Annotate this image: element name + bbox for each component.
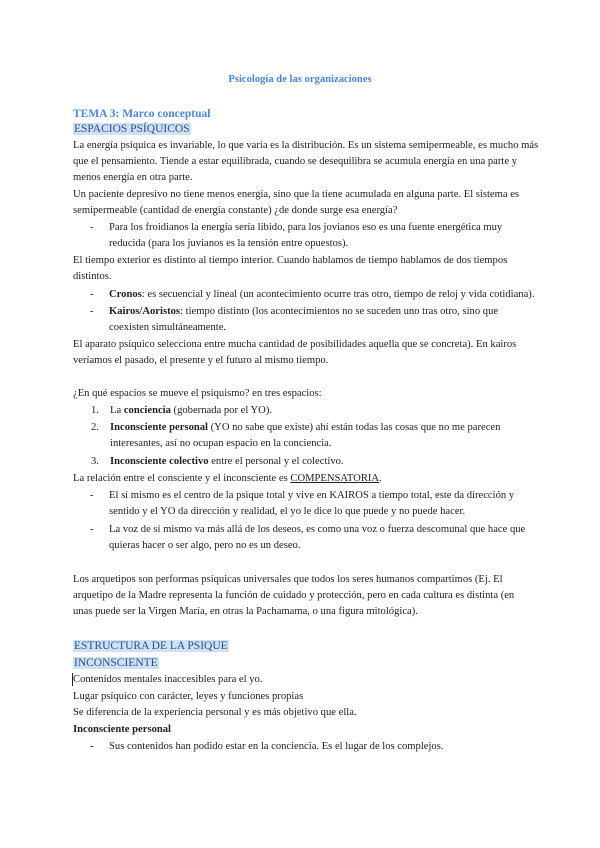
paragraph-line: El aparato psíquico selecciona entre mucha cantidad de posibilidades aquella que se concreta). En kairos xyxy=(73,339,517,350)
conciencia-term: conciencia xyxy=(123,405,171,416)
inconsciente-personal-heading: Inconsciente personal xyxy=(73,724,171,735)
bullet-dash: - xyxy=(90,524,94,535)
bullet-line: Para los froidianos la energía sería libido, para los jovianos eso es una fuente energética muy xyxy=(109,222,503,233)
bullet-dash: - xyxy=(90,306,94,317)
paragraph-line: La energía psíquica es invariable, lo que varía es la distribución. Es un sistema semipermeable, es mucho más xyxy=(73,140,539,151)
bullet-line: reducida (para los juvianos es la tensión entre opuestos). xyxy=(109,238,349,249)
bullet-dash: - xyxy=(90,289,94,300)
kairos-def: : tiempo distinto (los acontecimientos no se suceden uno tras otro, sino que xyxy=(180,306,499,317)
kairos-term: Kairos/Aoristos xyxy=(109,306,181,317)
bullet-dash: - xyxy=(90,490,94,501)
cronos-term: Cronos xyxy=(109,289,142,300)
paragraph-line: arquetipo de la Madre representa la función de cuidado y protección, pero en cada cultura es distinta (en xyxy=(73,590,515,601)
espacios-heading: ESPACIOS PSÍQUICOS xyxy=(74,123,190,135)
bullet-line: El sí mismo es el centro de la psique total y vive en KAIROS a tiempo total, este da dirección y xyxy=(109,490,515,501)
list-item xyxy=(110,404,272,418)
paragraph-line: veríamos el pasado, el presente y el futuro al mismo tiempo. xyxy=(73,355,329,366)
paragraph-line: Lugar psíquico con carácter, leyes y funciones propias xyxy=(73,691,304,702)
paragraph-line: que el pensamiento. Tiende a estar equilibrada, cuando se desequilibra se acumula energía en una parte y xyxy=(73,156,517,167)
bullet-dash: - xyxy=(90,741,94,752)
document-title: Psicología de las organizaciones xyxy=(228,74,372,85)
paragraph-line: semipermeable (cantidad de energía constante) ¿de donde surge esa energía? xyxy=(73,205,398,216)
paragraph-line: distintos. xyxy=(73,271,112,282)
inconsciente-personal-term: Inconsciente personal xyxy=(110,422,208,433)
list-item-text: La xyxy=(110,405,124,416)
relacion-text: La relación entre el consciente y el inconsciente es xyxy=(73,473,291,484)
bullet-line: sentido y el YO da dirección y realidad, el yo le dice lo que puede y no puede hacer. xyxy=(109,506,466,517)
bullet-line: coexisten simultáneamente. xyxy=(109,322,227,333)
bullet-dash: - xyxy=(90,222,94,233)
paragraph-line: Se diferencia de la experiencia personal y es más objetivo que ella. xyxy=(73,707,357,718)
relacion-line xyxy=(73,472,382,486)
bullet-line: quieras hacer o ser algo, pero no es un deseo. xyxy=(109,540,301,551)
paragraph-line: Contenidos mentales inaccesibles para el yo. xyxy=(73,674,263,685)
compensatoria-term: COMPENSATORIA xyxy=(290,473,380,484)
list-item-text: (gobernada por el YO). xyxy=(170,405,272,416)
question-line: ¿En qué espacios se mueve el psiquismo? en tres espacios: xyxy=(73,388,322,399)
cronos-def: : es secuencial y lineal (un acontecimiento ocurre tras otro, tiempo de reloj y vida cotidiana). xyxy=(141,289,535,300)
relacion-text: . xyxy=(379,473,382,484)
kairos-line xyxy=(109,305,498,319)
paragraph-line: menos energía en otra parte. xyxy=(73,172,193,183)
list-item xyxy=(110,421,500,435)
paragraph-line: Un paciente depresivo no tiene menos energía, sino que la tiene acumulada en alguna parte. El sistema es xyxy=(73,189,520,200)
list-item-continuation: interesantes, así no ocupan espacio en la conciencia. xyxy=(110,438,332,449)
list-number: 1. xyxy=(91,405,99,416)
inconsciente-heading-line xyxy=(73,656,159,671)
list-number: 2. xyxy=(91,422,99,433)
paragraph-line: El tiempo exterior es distinto al tiempo interior. Cuando hablamos de tiempo hablamos de dos tiempos xyxy=(73,255,508,266)
list-number: 3. xyxy=(91,456,99,467)
espacios-heading-line xyxy=(73,122,191,137)
list-item-text: entre el personal y el colectivo. xyxy=(208,456,344,467)
inconsciente-colectivo-term: Inconsciente colectivo xyxy=(110,456,209,467)
paragraph-line: Los arquetipos son performas psíquicas universales que todos los seres humanos compartimos (Ej. El xyxy=(73,574,503,585)
bullet-line: Sus contenidos han podido estar en la conciencia. Es el lugar de los complejos. xyxy=(109,741,444,752)
inconsciente-heading: INCONSCIENTE xyxy=(74,657,158,669)
estructura-heading: ESTRUCTURA DE LA PSIQUE xyxy=(74,640,228,652)
cronos-line xyxy=(109,288,535,302)
list-item xyxy=(110,455,344,469)
tema-heading: TEMA 3: Marco conceptual xyxy=(73,108,211,120)
estructura-heading-line xyxy=(73,639,229,654)
list-item-text: (YO no sabe que existe) ahí están todas las cosas que no me parecen xyxy=(208,422,501,433)
bullet-line: La voz de sí mismo va más allá de los deseos, es como una voz o fuerza descomunal que hace que xyxy=(109,524,526,535)
paragraph-line: unas puede ser la Virgen María, en otras la Pachamama, o una figura mitológica). xyxy=(73,606,418,617)
